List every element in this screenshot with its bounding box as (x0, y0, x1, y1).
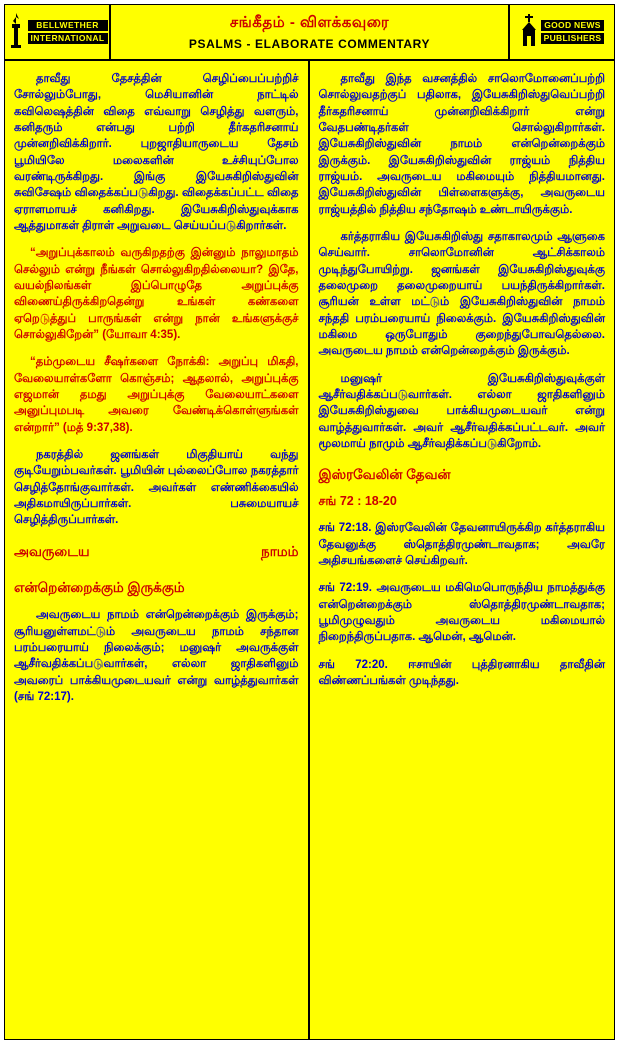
page-title (111, 5, 508, 59)
section-heading: இஸ்ரவேலின் தேவன் (318, 467, 451, 483)
paragraph: நகரத்தில் ஜனங்கள் மிகுதியாய் வந்து குடியேறும்பவர்கள். பூமியின் புல்லைப்போல நகரத்தார் செழித்தோங்குவார்கள். அவர்கள் எண்ணிக்கையில் அதிகமாயிருப்பார்கள். பசுமையாயச் செழித்திருப்பார்கள். (14, 448, 299, 527)
quote-paragraph: “அறுப்புக்காலம் வருகிறதற்கு இன்னும் நாலுமாதம் செல்லும் என்று நீங்கள் சொல்லுகிறதில்லையா? இதே, வயல்நிலங்கள் இப்பொழுதே அறுப்புக்கு விணைய்திருக்கிறதென்று உங்கள் கண்களை ஏறெடுத்துப் பாருங்கள் என்று நான் உங்களுக்குச் சொல்லுகிறேன்” (யோவா 4:35). (14, 247, 299, 341)
paragraph: மனுஷர் இயேசுகிறிஸ்துவுக்குள் ஆசீர்வதிக்கப்படுவார்கள். எல்லா ஜாதிகளினும் இயேசுகிறிஸ்துவை பாக்கியமுடையவர் என்று வாழ்த்துவார்கள். அவர் ஆசீர்வதிக்கப்பட்டவர். அவர் மூலமாய் நாமும் ஆசீர்வதிக்கப்படுகிறோம். (318, 372, 605, 450)
title-english: PSALMS - ELABORATE COMMENTARY (188, 36, 431, 51)
section-heading-line-1: அவருடைய நாமம் (14, 543, 299, 559)
publisher-line-1: GOOD NEWS (541, 20, 605, 31)
quote-paragraph: “தம்முடைய சீஷர்களை நோக்கி: அறுப்பு மிகதி, வேலையாள்களோ கொஞ்சம்; ஆதலால், அறுப்புக்கு எஜமான் தமது அறுப்புக்கு வேலையாட்களை அனுப்புமபடி அவரை வேண்டிக்கொள்ளுங்கள் என்றார்” (மத் 9:37,38). (14, 356, 299, 434)
right-column (310, 61, 615, 1039)
verse-paragraph: சங் 72:18. இஸ்ரவேலின் தேவனாயிருக்கிற கர்த்தராகிய தேவனுக்கு ஸ்தொத்திரமுண்டாவதாக; அவரே அதிசயங்களைச் செய்கிறவர். (318, 522, 605, 568)
good-news-publishers-logo (508, 5, 614, 59)
content-columns (5, 61, 614, 1039)
left-column (5, 61, 310, 1039)
commentary-sheet (4, 4, 615, 1040)
paragraph: கர்த்தராகிய இயேசுகிறிஸ்து சதாகாலமும் ஆளுகை செய்வார். சாலொமோனின் ஆட்சிக்காலம் முடிந்துபோயிற்று. ஜனங்கள் இயேசுகிறிஸ்துவுக்கு தலைமுறை தலைமுறையாய் பயந்திருக்கிறார்கள். சூரியன் உள்ள மட்டும் இயேசுகிறிஸ்துவின் நாமம் சந்ததி பரம்பரையாய் நிலைக்கும். இயேசுகிறிஸ்துவின் மகிமை ஒருபோதும் குறைந்துபோவதெல்லை. அவருடைய நாமம் என்றென்றைக்கும் இருக்கும். (318, 230, 605, 358)
paragraph: தாவீது தேசத்தின் செழிப்பைப்பற்றிச் சோல்லும்போது, மெசியானின் நாட்டில் கவிலெஷத்தின் விதை எவ்வாறு செழித்து வளரும், கனிதரும் என்பது பற்றி தீர்கதரிசனாய் முன்னறிவிக்கிறார். புறஜாதியாருடைய தேசம் பூமியிலே மலைகளின் உச்சியுப்போல வரண்டிருக்கிறது. இங்கு இயேசுகிறிஸ்துவின் சுவிசேஷம் விதைக்கப்படுகிறது. விதைக்கப்பட்ட விதை ஏராளமாயச் கனிகிறது. இயேசுகிறிஸ்துவுக்காக ஆத்துமாகள் திராள் அறுவடை செய்யப்படுகிறார்கள். (14, 73, 299, 232)
bellwether-international-logo (5, 5, 111, 59)
closing-paragraph: அவருடைய நாமம் என்றென்றைக்கும் இருக்கும்; சூரியனுள்ளமட்டும் அவருடைய நாமம் சந்தான பரம்பரையாய் நிலைக்கும்; மனுஷர் அவருக்குள் ஆசீர்வதிக்கப்படுவார்கள், எல்லா ஜாதிகளினும் அவரைப் பாக்கியமுடையவர் என்று வாழ்த்துவார்கள் (சங் 72:17). (14, 609, 299, 703)
section-heading (14, 543, 299, 598)
publisher-line-2: PUBLISHERS (541, 33, 605, 44)
verse-paragraph: சங் 72:20. ஈசாயின் புத்திரனாகிய தாவீதின் விண்ணப்பங்கள் முடிந்தது. (318, 658, 605, 688)
torch-icon (7, 12, 25, 53)
verse-paragraph: சங் 72:19. அவருடைய மகிமெபொருந்திய நாமத்துக்கு என்றென்றைக்கும் ஸ்தொத்திரமுண்டாவதாக; பூமிமுழுவதும் அவருடைய மகிமையால் நிறைந்திருப்பதாக. ஆமென், ஆமென். (318, 582, 605, 644)
title-tamil: சங்கீதம் - விளக்கவுரை (229, 13, 390, 31)
logo-line-1: BELLWETHER (28, 20, 108, 31)
paragraph: தாவீது இந்த வசனத்தில் சாலொமோனைப்பற்றி சொல்லுவதற்குப் பதிலாக, இயேசுகிறிஸ்துவெப்பற்றி தீர்கதரிசனாய் முன்னறிவிக்கிறார் என்று வேதபண்டிதர்கள் சொல்லுகிறார்கள். இயேசுகிறிஸ்துவின் நாமம் என்றென்றைக்கும் இருக்கும். இயேசுகிறிஸ்துவின் ராஜ்யம் நித்திய ராஜ்யம். அவருடைய மகிமையும் நித்தியமானது. இயேசுகிறிஸ்துவின் பிள்ளைகளுக்கு, அவருடைய ராஜ்யத்தில் நித்திய சந்தோஷம் உண்டாயிருக்கும். (318, 73, 605, 216)
logo-line-2: INTERNATIONAL (28, 33, 108, 44)
church-icon (520, 12, 538, 53)
page-header (5, 5, 614, 61)
section-heading-line-2: என்றென்றைக்கும் இருக்கும் (14, 579, 185, 595)
section-reference: சங் 72 : 18-20 (318, 494, 397, 509)
